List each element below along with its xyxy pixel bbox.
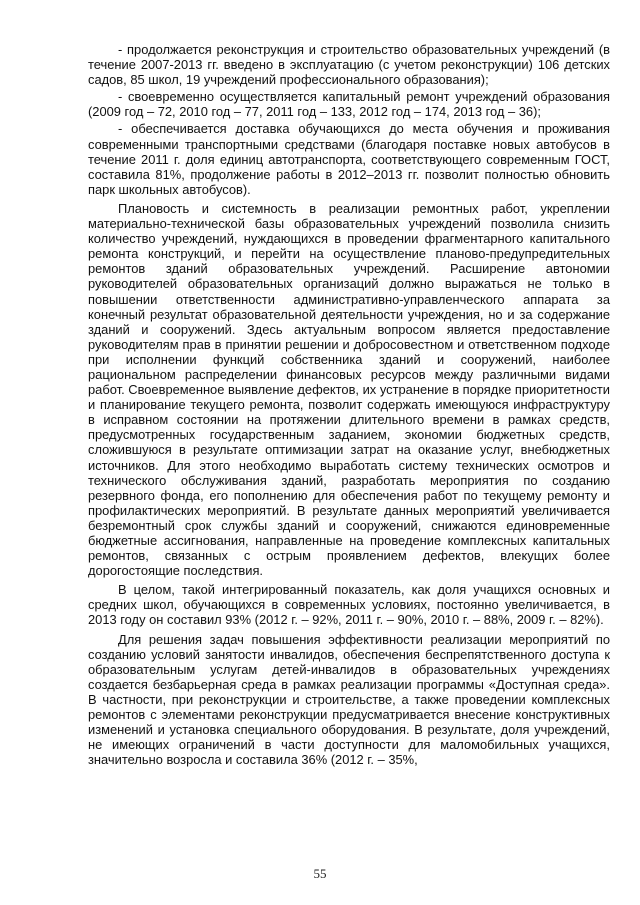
- paragraph-integrated-indicator: В целом, такой интегрированный показатель, как доля учащихся основных и средних школ, обучающихся в современных условиях, постоянно увеличивается, в 2013 году он составил 93% (2012 г. – 92%, 2011 г. – 90%, 2010 г. – 88%, 2009 г. – 82%).: [88, 582, 610, 628]
- bullet-capital-repair: - своевременно осуществляется капитальный ремонт учреждений образования (2009 год – 72, 2010 год – 77, 2011 год – 133, 2012 год – 174, 2013 год – 36);: [88, 89, 610, 120]
- paragraph-planning: Плановость и системность в реализации ремонтных работ, укреплении материально-технической базы образовательных учреждений позволила снизить количество учреждений, нуждающихся в проведении фрагментарного капитального ремонта конструкций, и перейти на осуществление планово-предупредительных ремонтов зданий образовательных учреждений. Расширение автономии руководителей образовательных организаций должно выражаться не только в повышении ответственности административно-управленческого аппарата за конечный результат образовательной деятельности учреждения, но и за содержание зданий и сооружений. Здесь актуальным вопросом является предоставление руководителям прав в принятии решении и добросовестном и ответственном подходе при исполнении функций собственника зданий и сооружений, наиболее рациональном распределении финансовых ресурсов между различными видами работ. Своевременное выявление дефектов, их устранение в порядке приоритетности и планирование текущего ремонта, позволит содержать имеющуюся инфраструктуру в исправном состоянии на протяжении длительного времени в рамках средств, предусмотренных государственным заданием, экономии бюджетных средств, сложившуюся в результате оптимизации затрат на оказание услуг, внебюджетных источников. Для этого необходимо выработать систему технических осмотров и технического обслуживания зданий, разработать мероприятия по созданию резервного фонда, его пополнению для обеспечения работ по текущему ремонту и профилактических мероприятий. В результате данных мероприятий увеличивается безремонтный срок службы зданий и сооружений, снижаются единовременные бюджетные ассигнования, направленные на проведение комплексных капитальных ремонтов, связанных с острым проявлением дефектов, влекущих более дорогостоящие последствия.: [88, 200, 610, 579]
- bullet-transport: - обеспечивается доставка обучающихся до места обучения и проживания современными транспортными средствами (благодаря поставке новых автобусов в течение 2011 г. доля единиц автотранспорта, соответствующего современным ГОСТ, составила 81%, продолжение работы в 2012–2013 гг. позволит полностью обновить парк школьных автобусов).: [88, 121, 610, 197]
- paragraph-accessible-environment: Для решения задач повышения эффективности реализации мероприятий по созданию условий занятости инвалидов, обеспечения беспрепятственного доступа к образовательным услугам детей-инвалидов в образовательных учреждениях создается безбарьерная среда в рамках реализации программы «Доступная среда». В частности, при реконструкции и строительстве, а также проведении комплексных ремонтов с элементами реконструкции предусматривается внесение конструктивных изменений и установка специального оборудования. В результате, доля учреждений, не имеющих ограничений в части доступности для маломобильных учащихся, значительно возросла и составила 36% (2012 г. – 35%,: [88, 631, 610, 768]
- bullet-reconstruction: - продолжается реконструкция и строительство образовательных учреждений (в течение 2007-2013 гг. введено в эксплуатацию (с учетом реконструкции) 106 детских садов, 85 школ, 19 учреждений профессионального образования);: [88, 42, 610, 88]
- document-body: [88, 42, 610, 771]
- page-number: 55: [313, 866, 327, 881]
